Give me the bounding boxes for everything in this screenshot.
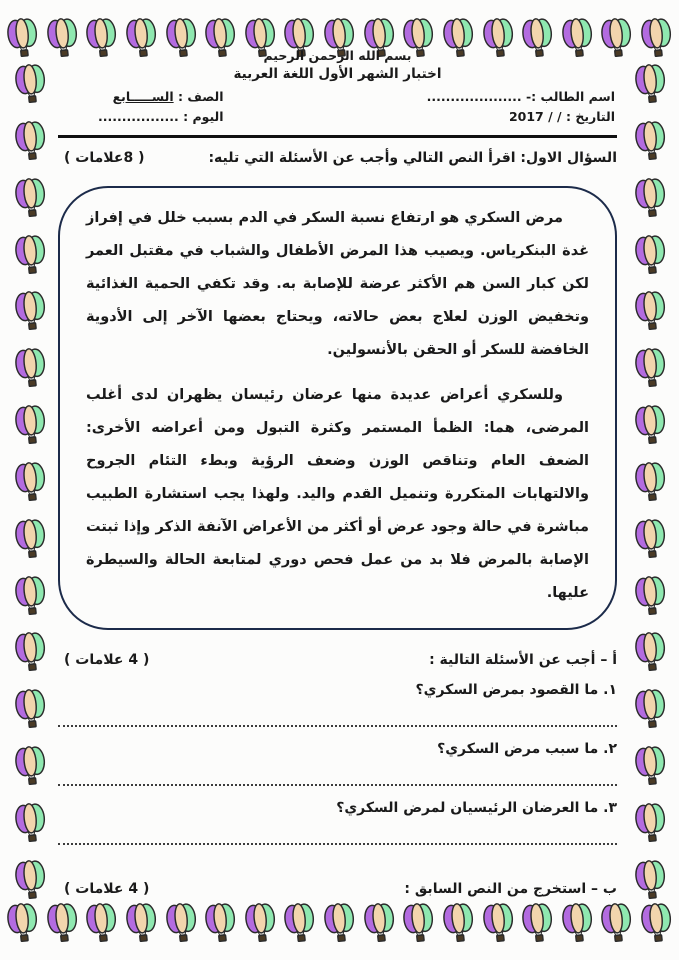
passage-paragraph-2: وللسكري أعراض عديدة منها عرضان رئيسان يظهران لدى أغلب المرضى، هما: الظمأ المستمر وكثرة التبول ومن أعراضه الأخرى: الضعف العام وتناقص الوزن وضعف الرؤية وبطء التئام الجروح والالتهابات المتكررة وتنميل القدم واليد. ولهذا يجب استشارة الطبيب مباشرة في حالة وجود عرض أو أكثر من الأعراض الآنفة الذكر وإذا ثبتت الإصابة بالمرض فلا بد من عمل فحص دوري لمتابعة الحالة والسيطرة عليها. <box>86 387 589 601</box>
section-b-header <box>58 881 617 897</box>
hot-air-balloon-icon <box>442 901 475 943</box>
sub-question-1-text: ما القصود بمرض السكري؟ <box>415 682 599 698</box>
passage-paragraph-1: مرض السكري هو ارتفاع نسبة السكر في الدم بسبب خلل في إفراز غدة البنكرياس. ويصيب هذا المرض الأطفال والشباب في مقتبل العمر لكن كبار السن هم الأكثر عرضة للإصابة به. وقد تكفي الحمية الغذائية وتخفيض الوزن لعلاج بعض حالاته، ويحتاج بعضها الآخر إلى الأدوية الخافضة للسكر أو الحقن بالأنسولين. <box>86 210 589 358</box>
section-a-title: أ – أجب عن الأسئلة التالية : <box>429 652 617 668</box>
answer-line-3 <box>58 840 617 845</box>
reading-passage-box <box>58 186 617 630</box>
hot-air-balloon-icon <box>402 901 435 943</box>
hot-air-balloon-icon <box>14 176 47 218</box>
date-label: التاريخ : <box>565 109 615 124</box>
hot-air-balloon-icon <box>244 901 277 943</box>
hot-air-balloon-icon <box>204 901 237 943</box>
hot-air-balloon-icon <box>14 403 47 445</box>
hot-air-balloon-icon <box>14 574 47 616</box>
day-blank: ................. <box>98 109 179 124</box>
student-name-label: اسم الطالب :- <box>525 89 615 104</box>
hot-air-balloon-icon <box>634 630 667 672</box>
hot-air-balloon-icon <box>14 233 47 275</box>
header-divider-line <box>58 135 617 138</box>
hot-air-balloon-icon <box>634 460 667 502</box>
hot-air-balloon-icon <box>125 901 158 943</box>
sub-question-3-text: ما العرضان الرئيسيان لمرض السكري؟ <box>336 800 599 816</box>
sub-question-2 <box>58 741 617 757</box>
answer-line-2 <box>58 781 617 786</box>
hot-air-balloon-icon <box>6 901 39 943</box>
class-value: الســـــابع <box>112 89 174 104</box>
hot-air-balloon-icon <box>634 346 667 388</box>
day-label: اليوم : <box>183 109 224 124</box>
balloon-border-left <box>14 62 47 900</box>
section-a-marks: ( 4 علامات ) <box>64 652 150 668</box>
hot-air-balloon-icon <box>634 801 667 843</box>
date-field <box>427 109 615 124</box>
hot-air-balloon-icon <box>14 687 47 729</box>
hot-air-balloon-icon <box>634 289 667 331</box>
hot-air-balloon-icon <box>14 801 47 843</box>
hot-air-balloon-icon <box>634 119 667 161</box>
hot-air-balloon-icon <box>165 901 198 943</box>
hot-air-balloon-icon <box>600 901 633 943</box>
hot-air-balloon-icon <box>14 744 47 786</box>
hot-air-balloon-icon <box>14 460 47 502</box>
hot-air-balloon-icon <box>521 901 554 943</box>
hot-air-balloon-icon <box>6 16 39 58</box>
hot-air-balloon-icon <box>14 858 47 900</box>
hot-air-balloon-icon <box>634 687 667 729</box>
hot-air-balloon-icon <box>14 346 47 388</box>
question-one-header <box>58 150 617 166</box>
hot-air-balloon-icon <box>634 233 667 275</box>
class-day-fields <box>58 89 224 129</box>
hot-air-balloon-icon <box>482 901 515 943</box>
hot-air-balloon-icon <box>14 119 47 161</box>
hot-air-balloon-icon <box>640 16 673 58</box>
sub-question-2-number: ٢. <box>603 741 617 757</box>
student-date-fields <box>427 89 617 129</box>
hot-air-balloon-icon <box>14 62 47 104</box>
class-label: الصف : <box>177 89 224 104</box>
hot-air-balloon-icon <box>14 630 47 672</box>
hot-air-balloon-icon <box>634 744 667 786</box>
balloon-border-right <box>634 62 667 900</box>
hot-air-balloon-icon <box>634 858 667 900</box>
hot-air-balloon-icon <box>323 901 356 943</box>
hot-air-balloon-icon <box>634 176 667 218</box>
hot-air-balloon-icon <box>283 901 316 943</box>
worksheet-page <box>58 48 617 897</box>
section-b-marks: ( 4 علامات ) <box>64 881 150 897</box>
header-fields <box>58 89 617 129</box>
answer-line-1 <box>58 722 617 727</box>
sub-question-3 <box>58 800 617 816</box>
student-name-field <box>427 89 615 104</box>
hot-air-balloon-icon <box>46 901 79 943</box>
hot-air-balloon-icon <box>85 901 118 943</box>
hot-air-balloon-icon <box>634 62 667 104</box>
hot-air-balloon-icon <box>561 901 594 943</box>
hot-air-balloon-icon <box>363 901 396 943</box>
section-b-title: ب – استخرج من النص السابق : <box>404 881 617 897</box>
exam-title: اختبار الشهر الأول اللغة العربية <box>233 66 442 82</box>
question-one-title: السؤال الاول: اقرأ النص التالي وأجب عن الأسئلة التي تليه: <box>208 150 617 166</box>
sub-question-3-number: ٣. <box>603 800 617 816</box>
section-a-header <box>58 652 617 668</box>
hot-air-balloon-icon <box>634 403 667 445</box>
hot-air-balloon-icon <box>14 517 47 559</box>
date-value: / / 2017 <box>508 109 562 124</box>
balloon-border-bottom <box>4 901 675 943</box>
sub-question-2-text: ما سبب مرض السكري؟ <box>437 741 599 757</box>
question-one-marks: ( 8علامات ) <box>64 150 145 166</box>
class-field <box>98 89 224 104</box>
sub-question-1 <box>58 682 617 698</box>
hot-air-balloon-icon <box>634 574 667 616</box>
sub-question-1-number: ١. <box>603 682 617 698</box>
hot-air-balloon-icon <box>14 289 47 331</box>
hot-air-balloon-icon <box>640 901 673 943</box>
student-name-blank: .................... <box>426 89 522 104</box>
day-field <box>98 109 224 124</box>
bismillah-text: بسم الله الرحمن الرحيم <box>263 48 412 63</box>
hot-air-balloon-icon <box>634 517 667 559</box>
